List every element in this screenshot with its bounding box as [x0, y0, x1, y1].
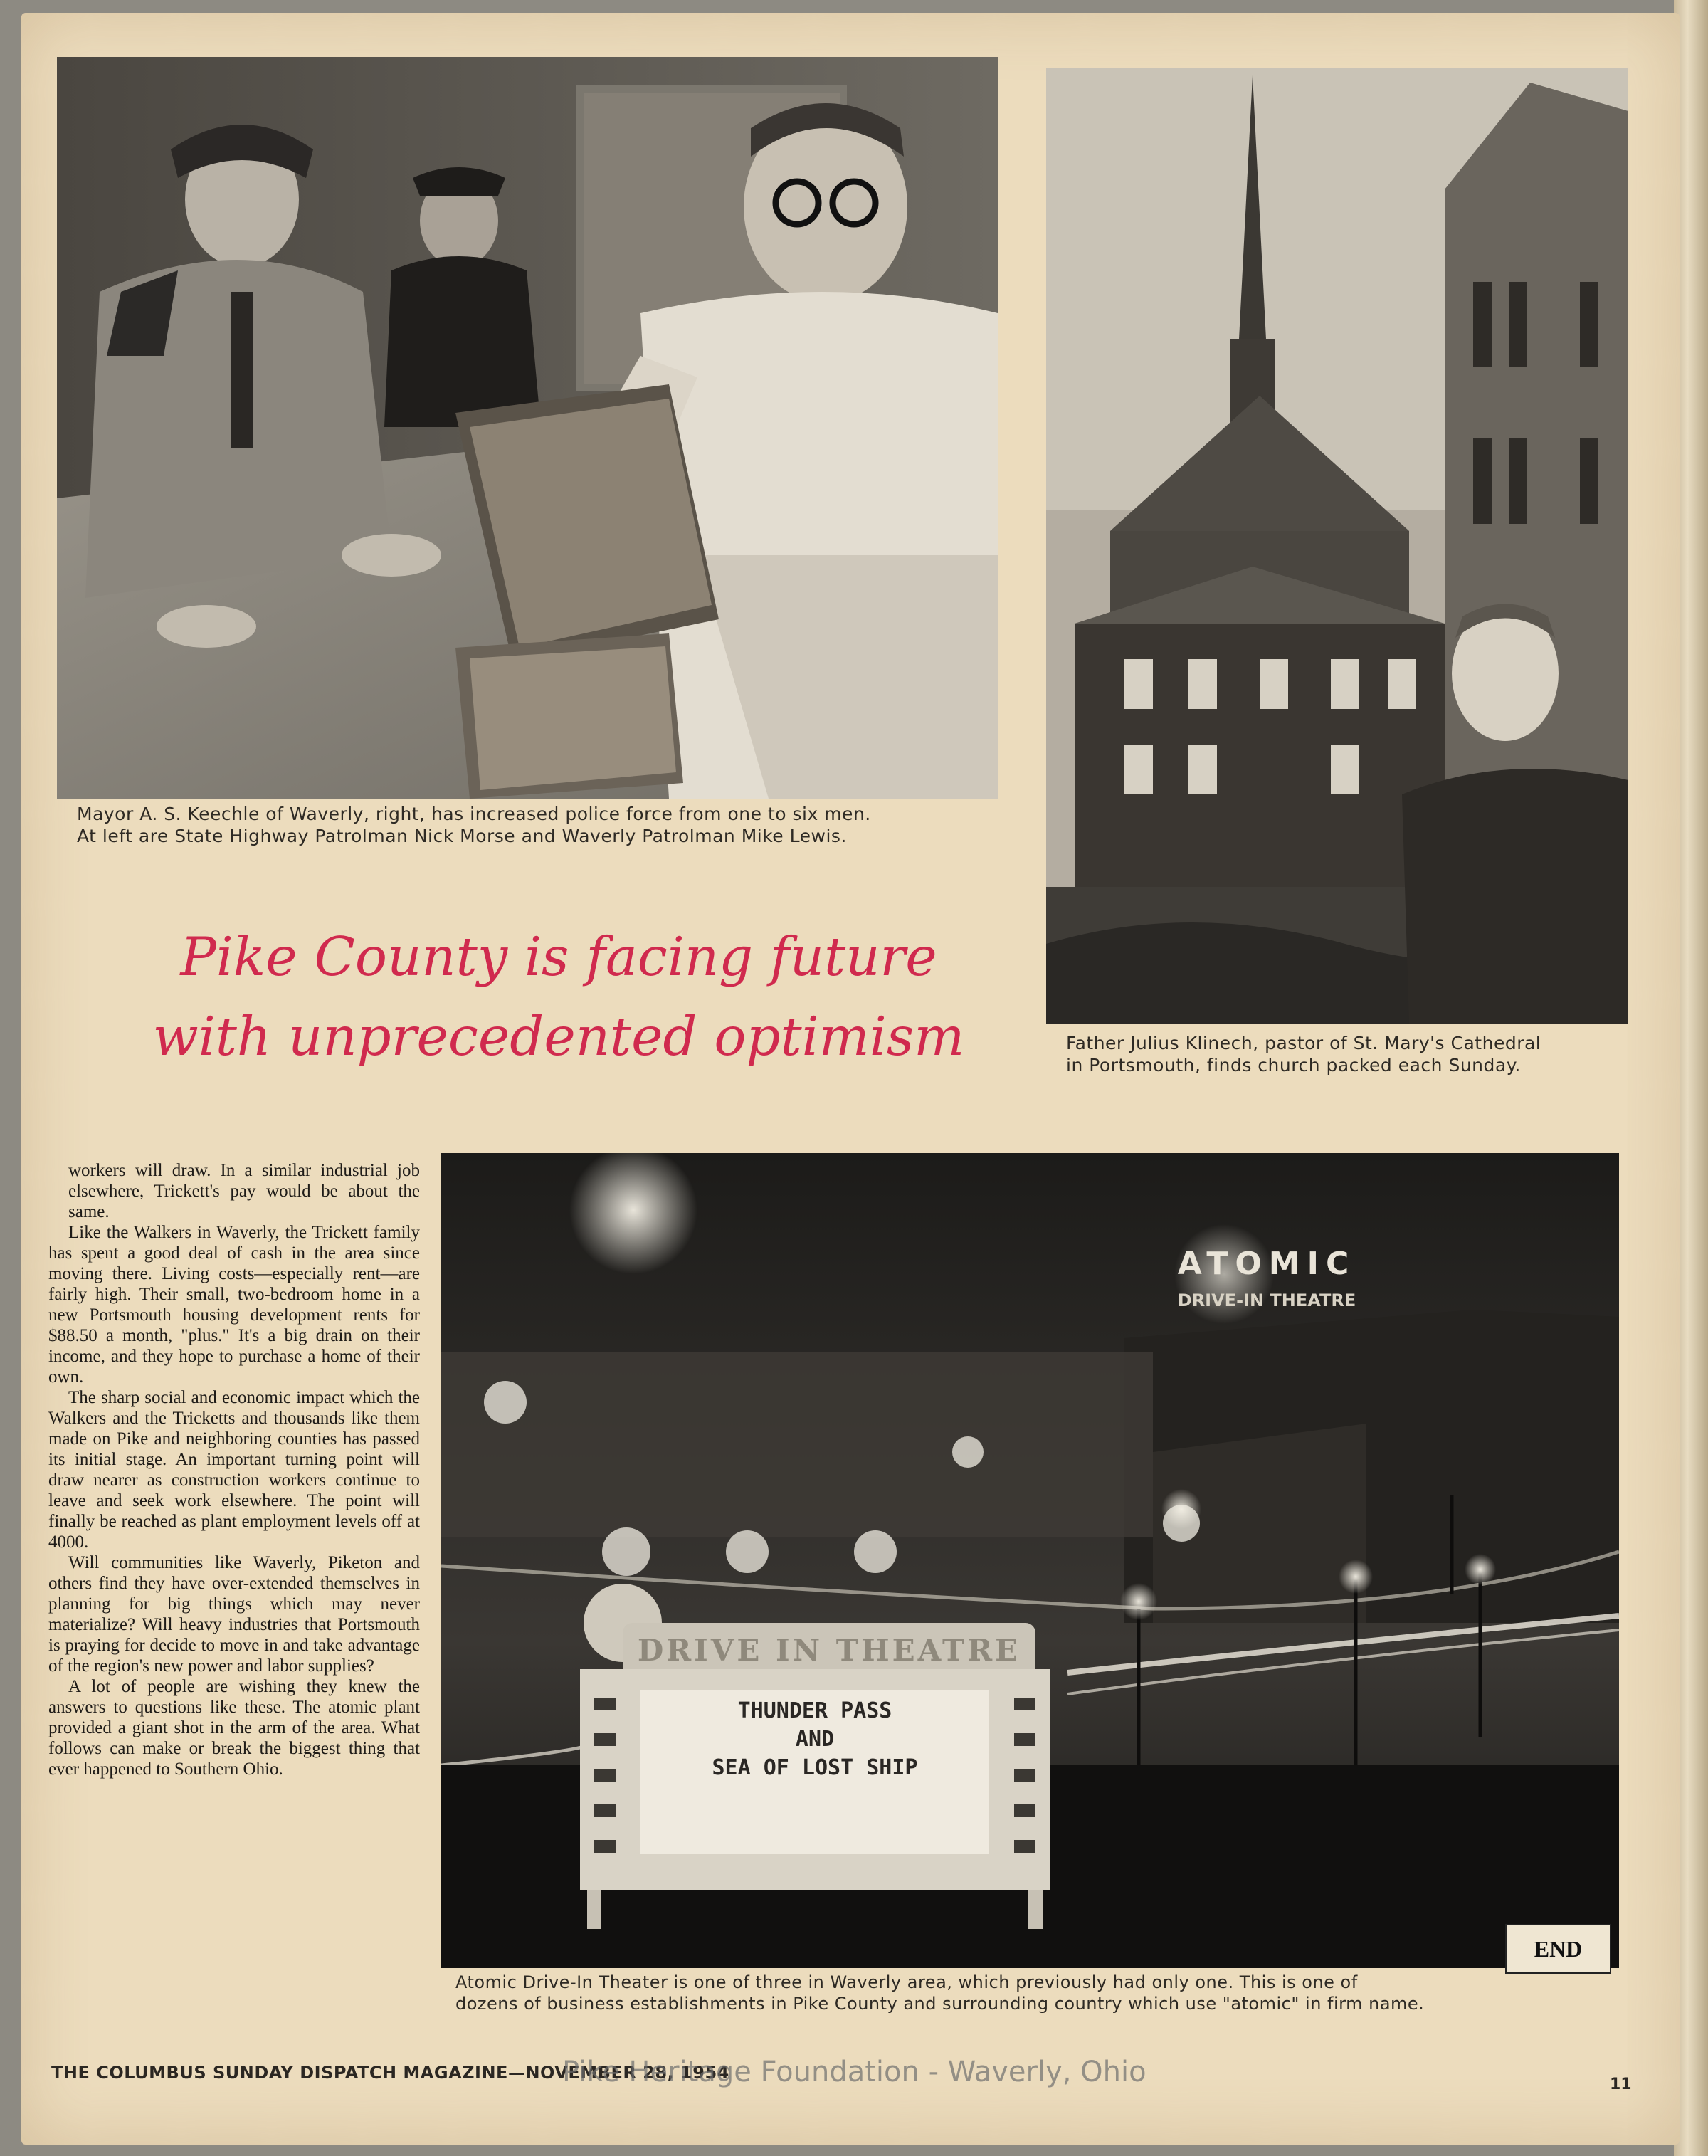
photo-drive-in-illustration: [441, 1153, 1619, 1968]
caption-mayor-line1: Mayor A. S. Keechle of Waverly, right, has increased police force from one to six men.: [77, 804, 871, 824]
newspaper-page: [21, 13, 1680, 2145]
caption-church-photo: [1066, 1032, 1635, 1076]
drive-in-sign-header: DRIVE IN THEATRE: [637, 1633, 1021, 1668]
photo-mayor-and-patrolmen: [57, 57, 998, 799]
publication-footer: THE COLUMBUS SUNDAY DISPATCH MAGAZINE—NOVEMBER 28, 1954: [51, 2063, 729, 2083]
caption-church-line2: in Portsmouth, finds church packed each Sunday.: [1066, 1055, 1521, 1076]
page-number: 11: [1610, 2076, 1632, 2093]
end-marker: END: [1505, 1924, 1611, 1974]
article-paragraph: A lot of people are wishing they knew the answers to questions like these. The atomic plant provided a giant shot in the arm of the area. What follows can make or break the biggest thing that ever happened to Southern Ohio.: [48, 1677, 420, 1779]
caption-mayor-line2: At left are State Highway Patrolman Nick Morse and Waverly Patrolman Mike Lewis.: [77, 826, 847, 846]
caption-drive-in-line2: dozens of business establishments in Pike County and surrounding country which use "atomic" in firm name.: [455, 1994, 1425, 2014]
article-headline: [139, 917, 979, 1076]
rooftop-sign-atomic: ATOMIC: [1177, 1246, 1356, 1282]
marquee-line2: AND: [795, 1727, 835, 1752]
marquee-line3: SEA OF LOST SHIP: [712, 1755, 918, 1780]
headline-line1: Pike County is facing future: [180, 925, 937, 988]
article-paragraph: The sharp social and economic impact which the Walkers and the Tricketts and thousands like them made on Pike and neighboring counties has passed its initial stage. An important turning point will draw nearer as construction workers continue to leave and seek work elsewhere. The point will finally be reached as plant employment levels off at 4000.: [48, 1388, 420, 1552]
photo-st-marys-cathedral: [1046, 68, 1628, 1024]
watermark: Pike Heritage Foundation - Waverly, Ohio: [562, 2056, 1146, 2088]
rooftop-sign-subtitle: DRIVE-IN THEATRE: [1177, 1290, 1356, 1310]
caption-drive-in-photo: [455, 1972, 1630, 2014]
marquee-line1: THUNDER PASS: [737, 1698, 892, 1723]
article-paragraph: Like the Walkers in Waverly, the Trickett family has spent a good deal of cash in the area since moving there. Living costs—especially rent—are fairly high. Their small, two-bedroom home in a new Portsmouth housing development rents for $88.50 a month, "plus." It's a big drain on their income, and they hope to purchase a home of their own.: [48, 1223, 420, 1387]
headline-line2: with unprecedented optimism: [152, 1005, 965, 1068]
article-paragraph: Will communities like Waverly, Piketon and others find they have over-extended themselves in planning for big things which may never materialize? Will heavy industries that Portsmouth is praying for decide to move in and take advantage of the region's new power and labor supplies?: [48, 1553, 420, 1676]
photo-church-illustration: [1046, 68, 1628, 1024]
article-paragraph: workers will draw. In a similar industrial job elsewhere, Trickett's pay would be about the same.: [68, 1161, 420, 1221]
caption-drive-in-line1: Atomic Drive-In Theater is one of three in Waverly area, which previously had only one. This is one of: [455, 1972, 1358, 1992]
article-body: [48, 1160, 420, 1779]
caption-church-line1: Father Julius Klinech, pastor of St. Mary's Cathedral: [1066, 1033, 1541, 1053]
photo-mayor-illustration: [57, 57, 998, 799]
photo-atomic-drive-in: [441, 1153, 1619, 1968]
caption-mayor-photo: [77, 803, 1002, 847]
